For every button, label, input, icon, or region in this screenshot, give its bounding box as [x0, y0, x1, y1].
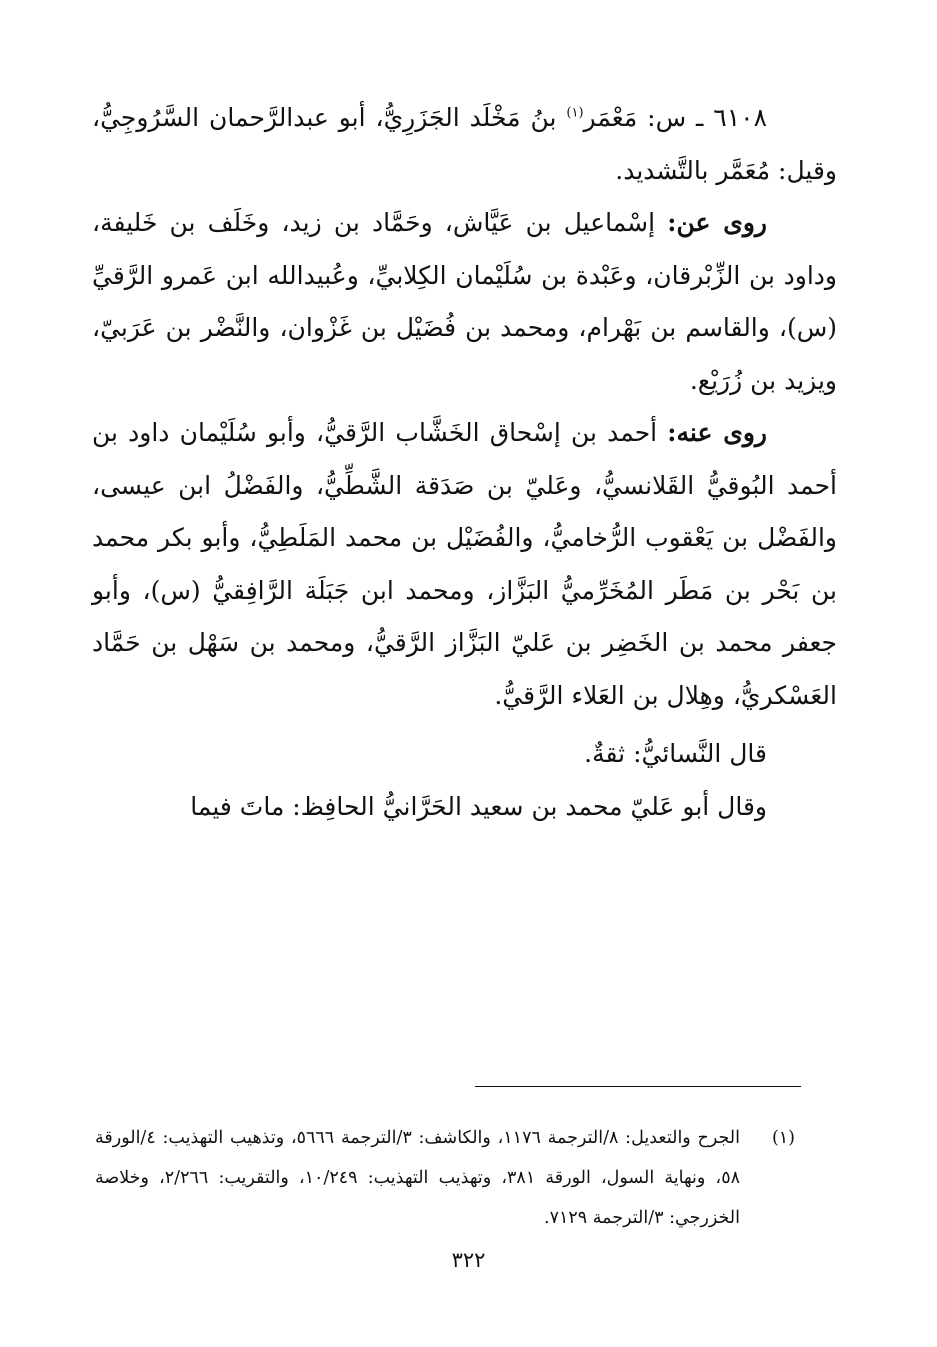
footnote-text: الجرح والتعديل: ٨/الترجمة ١١٧٦، والكاشف: ٣/الترجمة ٥٦٦٦، وتذهيب التهذيب: ٤/الورقة ٥٨، ونهاية السول، الورقة ٣٨١، وتهذيب التهذيب: ١٠/٢٤٩، والتقريب: ٢/٢٦٦، وخلاصة الخزرجي: ٣/الترجمة ٧١٢٩.: [95, 1128, 740, 1228]
entry-number-and-name: ٦١٠٨ ـ س: مَعْمَر: [583, 103, 767, 132]
footnote-reference: (١): [566, 105, 584, 121]
harrani-statement: وقال أبو عَليّ محمد بن سعيد الحَرَّانيُّ الحافِظ: ماتَ فيما: [190, 791, 767, 821]
entry-header: [92, 92, 837, 197]
narrated-by-text: أحمد بن إسْحاق الخَشَّاب الرَّقيُّ، وأبو سُلَيْمان داود بن أحمد البُوقيُّ القَلانسيُّ، وعَليّ بن صَدَقة الشَّطِّيُّ، والفَضْلُ ابن عيسى، والفَضْل بن يَعْقوب الرُّخاميُّ، والفُضَيْل بن محمد المَلَطِيُّ، وأبو بكر محمد بن بَحْر بن مَطَر المُخَرِّميُّ البَزَّاز، ومحمد ابن جَبَلَة الرَّافِقيُّ (س)، وأبو جعفر محمد بن الخَضِر بن عَليّ البَزَّاز الرَّقيُّ، ومحمد بن سَهْل بن حَمَّاد العَسْكريُّ، وهِلال بن العَلاء الرَّقيُّ.: [92, 418, 837, 710]
narrated-from-text: إسْماعيل بن عَيَّاش، وحَمَّاد بن زيد، وخَلَف بن خَليفة، وداود بن الزِّبْرقان، وعَبْدة بن سُلَيْمان الكِلابيِّ، وعُبيدالله ابن عَمرو الرَّقيِّ (س)، والقاسم بن بَهْرام، ومحمد بن فُضَيْل بن غَزْوان، والنَّضْر بن عَرَبيّ، ويزيد بن زُرَيْع.: [92, 208, 837, 395]
nasai-statement: قال النَّسائيُّ: ثقةٌ.: [584, 739, 767, 768]
page-number: ٣٢٢: [451, 1248, 486, 1272]
footnote-number: (١): [771, 1128, 795, 1148]
narrated-by-paragraph: [92, 407, 837, 722]
biography-entry: [92, 92, 837, 833]
narrated-from-label: روى عن:: [667, 208, 767, 237]
footnotes-section: [95, 1118, 795, 1238]
narrated-from-paragraph: [92, 197, 837, 407]
entry-header-rest: بنُ مَخْلَد الجَزَرِيُّ، أبو عبدالرَّحمان السَّرُوجِيُّ، وقيل: مُعَمَّر بالتَّشديد.: [92, 103, 837, 185]
narrated-by-label: روى عنه:: [667, 418, 767, 447]
footnote-separator: [475, 1086, 801, 1087]
